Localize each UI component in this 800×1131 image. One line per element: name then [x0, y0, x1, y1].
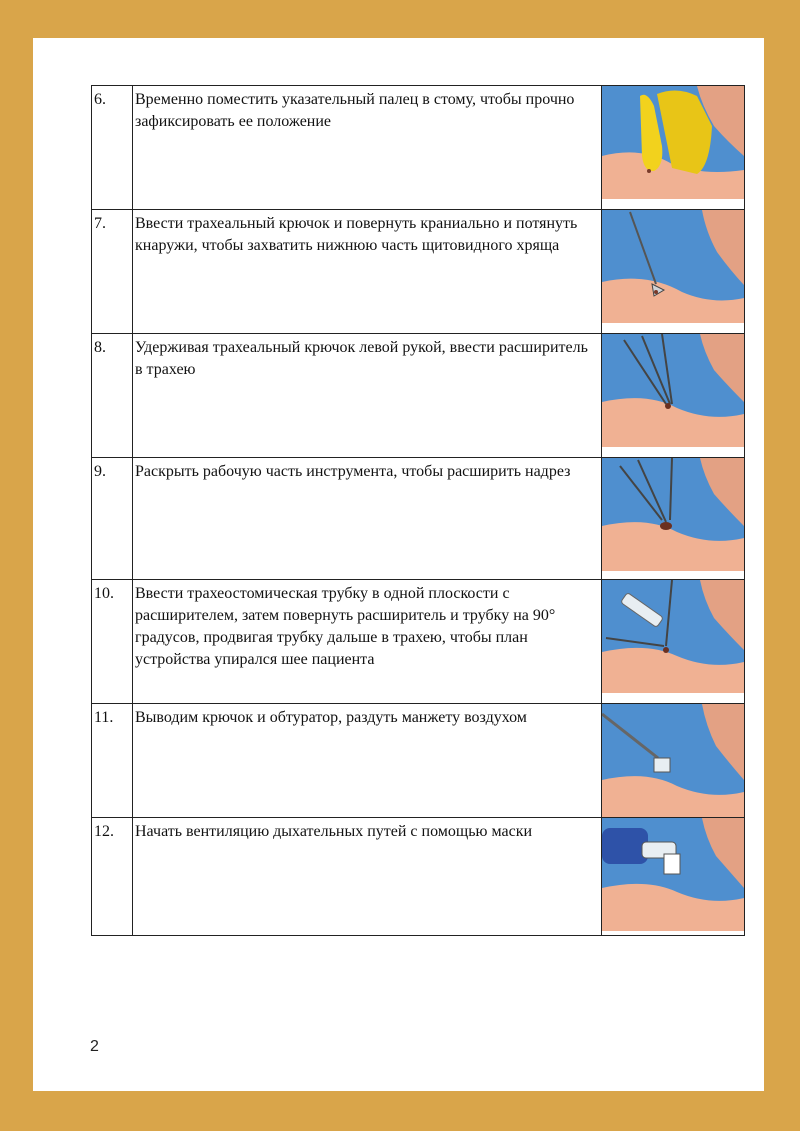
- table-row: [92, 86, 745, 210]
- table-row: [92, 334, 745, 458]
- document-page: [33, 38, 764, 1091]
- step-illustration: [602, 86, 745, 210]
- tracheal-hook-illustration: [602, 210, 744, 323]
- incision-dilation-illustration: [602, 458, 744, 571]
- step-illustration: [602, 210, 745, 334]
- step-illustration: [602, 704, 745, 818]
- step-number: 9.: [92, 458, 133, 580]
- procedure-steps-table: [91, 85, 745, 936]
- step-number: 7.: [92, 210, 133, 334]
- step-description: Раскрыть рабочую часть инструмента, чтобы расширить надрез: [133, 458, 602, 580]
- finger-in-stoma-illustration: [602, 86, 744, 199]
- table-row: [92, 704, 745, 818]
- step-description: Ввести трахеальный крючок и повернуть краниально и потянуть кнаружи, чтобы захватить нижнюю часть щитовидного хряща: [133, 210, 602, 334]
- table-row: [92, 210, 745, 334]
- table-row: [92, 458, 745, 580]
- tube-insertion-illustration: [602, 580, 744, 693]
- step-number: 12.: [92, 818, 133, 936]
- dilator-insertion-illustration: [602, 334, 744, 447]
- table-row: [92, 580, 745, 704]
- step-illustration: [602, 580, 745, 704]
- step-description: Временно поместить указательный палец в стому, чтобы прочно зафиксировать ее положение: [133, 86, 602, 210]
- step-illustration: [602, 818, 745, 936]
- table-row: [92, 818, 745, 936]
- mask-ventilation-illustration: [602, 818, 744, 931]
- step-number: 6.: [92, 86, 133, 210]
- step-number: 10.: [92, 580, 133, 704]
- step-number: 8.: [92, 334, 133, 458]
- step-description: Ввести трахеостомическая трубку в одной плоскости с расширителем, затем повернуть расширитель и трубку на 90° градусов, продвигая трубку дальше в трахею, чтобы план устройства упирался шее пациента: [133, 580, 602, 704]
- step-description: Начать вентиляцию дыхательных путей с помощью маски: [133, 818, 602, 936]
- step-description: Выводим крючок и обтуратор, раздуть манжету воздухом: [133, 704, 602, 818]
- cuff-inflation-illustration: [602, 704, 744, 817]
- step-illustration: [602, 334, 745, 458]
- step-illustration: [602, 458, 745, 580]
- step-description: Удерживая трахеальный крючок левой рукой, ввести расширитель в трахею: [133, 334, 602, 458]
- page-number: 2: [90, 1038, 99, 1055]
- step-number: 11.: [92, 704, 133, 818]
